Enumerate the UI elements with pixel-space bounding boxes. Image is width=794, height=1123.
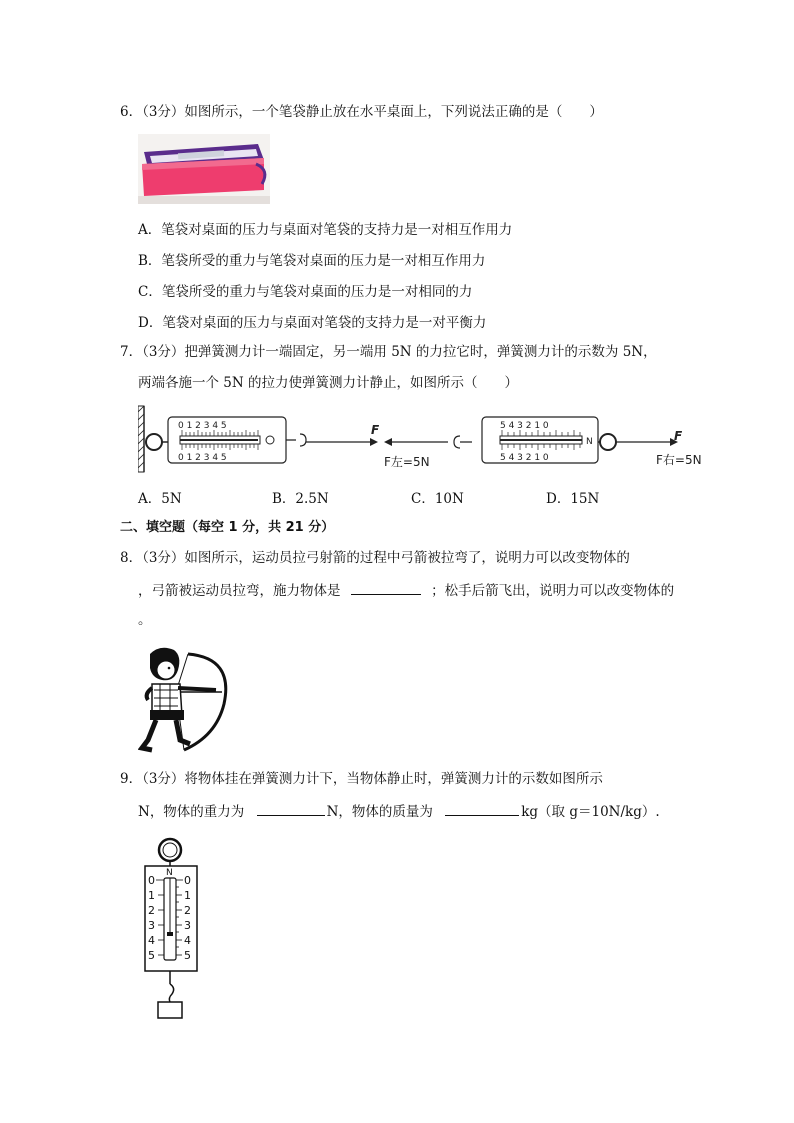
svg-text:5 4 3 2 1 0: 5 4 3 2 1 0 xyxy=(500,421,549,431)
svg-text:2: 2 xyxy=(148,904,155,917)
q8-line2-part2: ；松手后箭飞出，说明力可以改变物体的 xyxy=(431,583,675,599)
q9-line2-part1: N，物体的重力为 xyxy=(138,804,245,820)
svg-text:4: 4 xyxy=(148,934,155,947)
svg-text:3: 3 xyxy=(148,919,155,932)
q8-answer-blank[interactable] xyxy=(351,580,421,595)
q6-stem: 6．（3分）如图所示，一个笔袋静止放在水平桌面上，下列说法正确的是（ ） xyxy=(120,104,603,120)
q7-option-a: A．5N xyxy=(138,491,182,507)
svg-text:0 1 2 3 4 5: 0 1 2 3 4 5 xyxy=(178,453,227,463)
svg-text:2: 2 xyxy=(184,904,191,917)
right-force-f-label: F xyxy=(674,429,683,443)
unit-label: N xyxy=(166,868,173,878)
q8-stem-line2 xyxy=(138,580,674,600)
wall-hatch xyxy=(138,406,144,472)
q7-stem-line1: 7．（3分）把弹簧测力计一端固定，另一端用 5N 的力拉它时，弹簧测力计的示数为 5N， xyxy=(120,344,657,360)
q7-stem-line2: 两端各施一个 5N 的拉力使弹簧测力计静止，如图所示（ ） xyxy=(138,375,518,391)
svg-text:5: 5 xyxy=(184,949,191,962)
q6-option-a: A．笔袋对桌面的压力与桌面对笔袋的支持力是一对相互作用力 xyxy=(138,222,513,238)
svg-text:N: N xyxy=(586,437,593,447)
spring-scale-figure-vertical xyxy=(140,836,206,1024)
svg-text:3: 3 xyxy=(184,919,191,932)
q8-line2-part1: ，弓箭被运动员拉弯，施力物体是 xyxy=(138,583,341,599)
archer-illustration xyxy=(138,640,230,754)
svg-text:4: 4 xyxy=(184,934,191,947)
q9-line2-part3: kg（取 g＝10N/kg）. xyxy=(521,804,660,820)
section-title: 二、填空题（每空 1 分，共 21 分） xyxy=(120,520,335,535)
svg-text:0 1 2 3 4 5: 0 1 2 3 4 5 xyxy=(178,421,227,431)
q9-mass-blank[interactable] xyxy=(445,801,519,816)
q8-stem-line3: 。 xyxy=(138,612,152,628)
svg-text:0: 0 xyxy=(184,874,191,887)
q7-option-d: D．15N xyxy=(546,491,600,507)
svg-text:5 4 3 2 1 0: 5 4 3 2 1 0 xyxy=(500,453,549,463)
q7-option-c: C．10N xyxy=(411,491,464,507)
q7-option-b: B．2.5N xyxy=(272,491,329,507)
q6-option-d: D．笔袋对桌面的压力与桌面对笔袋的支持力是一对平衡力 xyxy=(138,315,487,331)
left-force-f-label: F xyxy=(371,423,380,437)
q9-stem-line1: 9．（3分）将物体挂在弹簧测力计下，当物体静止时，弹簧测力计的示数如图所示 xyxy=(120,771,603,787)
q9-weight-blank[interactable] xyxy=(257,801,325,816)
svg-text:1: 1 xyxy=(184,889,191,902)
left-force-value-label: F左=5N xyxy=(384,455,430,469)
q6-option-c: C．笔袋所受的重力与笔袋对桌面的压力是一对相同的力 xyxy=(138,284,473,300)
pencil-case-photo xyxy=(138,134,270,204)
q8-stem-line1: 8．（3分）如图所示，运动员拉弓射箭的过程中弓箭被拉弯了，说明力可以改变物体的 xyxy=(120,550,630,566)
right-force-value-label: F右=5N xyxy=(656,453,702,467)
q6-option-b: B．笔袋所受的重力与笔袋对桌面的压力是一对相互作用力 xyxy=(138,253,486,269)
svg-text:0: 0 xyxy=(148,874,155,887)
q9-stem-line2 xyxy=(138,801,660,821)
spring-scale-figure-horizontal xyxy=(138,402,714,478)
svg-text:1: 1 xyxy=(148,889,155,902)
svg-text:5: 5 xyxy=(148,949,155,962)
q9-line2-part2: N，物体的质量为 xyxy=(326,804,433,820)
